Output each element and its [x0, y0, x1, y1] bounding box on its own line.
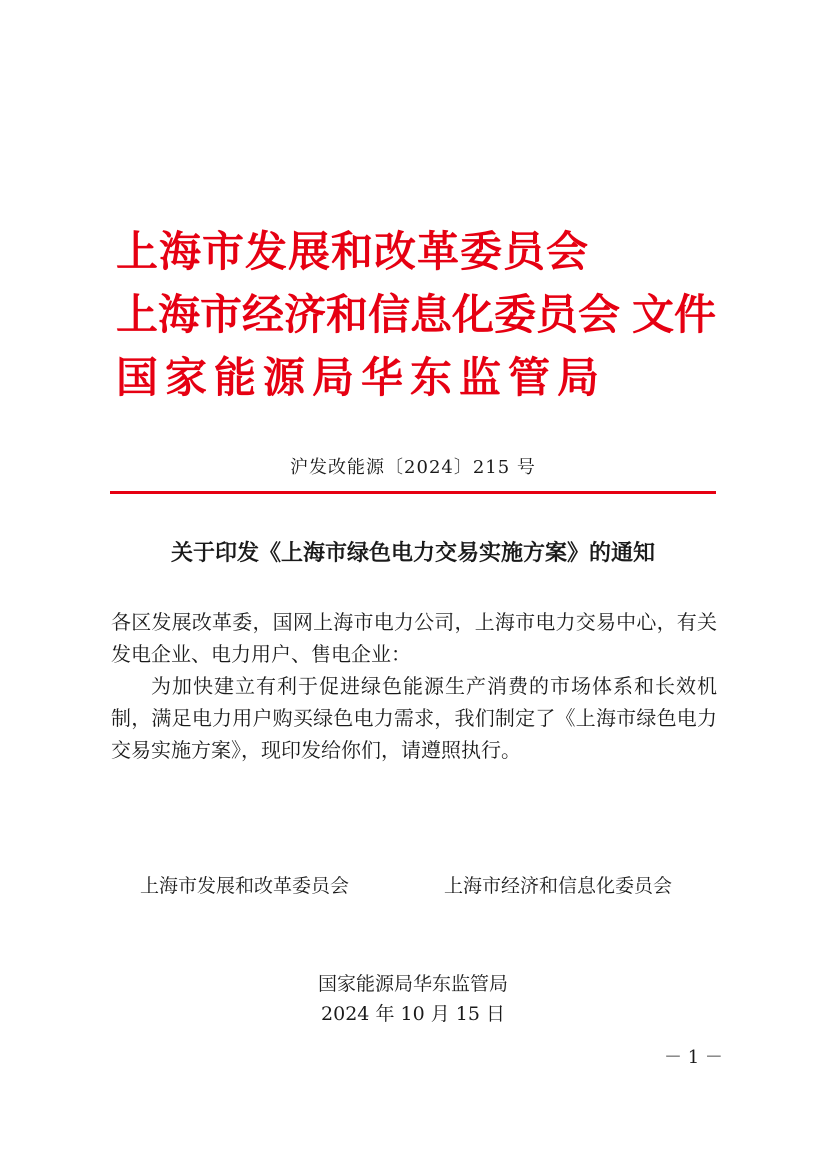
- document-body: [111, 606, 717, 766]
- document-number: 沪发改能源〔2024〕215 号: [290, 457, 536, 478]
- signature-date: 2024 年 10 月 15 日: [321, 1003, 505, 1025]
- issuer-header-line-2: 上海市经济和信息化委员会: [116, 290, 621, 339]
- page-number: － 1 －: [664, 1047, 723, 1068]
- document-title: 关于印发《上海市绿色电力交易实施方案》的通知: [170, 540, 655, 566]
- signature-right: 上海市经济和信息化委员会: [444, 875, 673, 897]
- issuer-header-line-3: 国家能源局华东监管局: [116, 353, 607, 402]
- issuer-header-line-1: 上海市发展和改革委员会: [116, 227, 590, 276]
- recipients-paragraph: 各区发展改革委，国网上海市电力公司，上海市电力交易中心，有关发电企业、电力用户、售电企业：: [111, 610, 717, 666]
- signature-left: 上海市发展和改革委员会: [140, 875, 350, 897]
- main-paragraph: 为加快建立有利于促进绿色能源生产消费的市场体系和长效机制，满足电力用户购买绿色电力需求，我们制定了《上海市绿色电力交易实施方案》，现印发给你们，请遵照执行。: [111, 674, 717, 762]
- document-type-label: 文件: [632, 290, 717, 339]
- signature-bottom: 国家能源局华东监管局: [317, 973, 508, 995]
- red-separator-line: [110, 491, 716, 494]
